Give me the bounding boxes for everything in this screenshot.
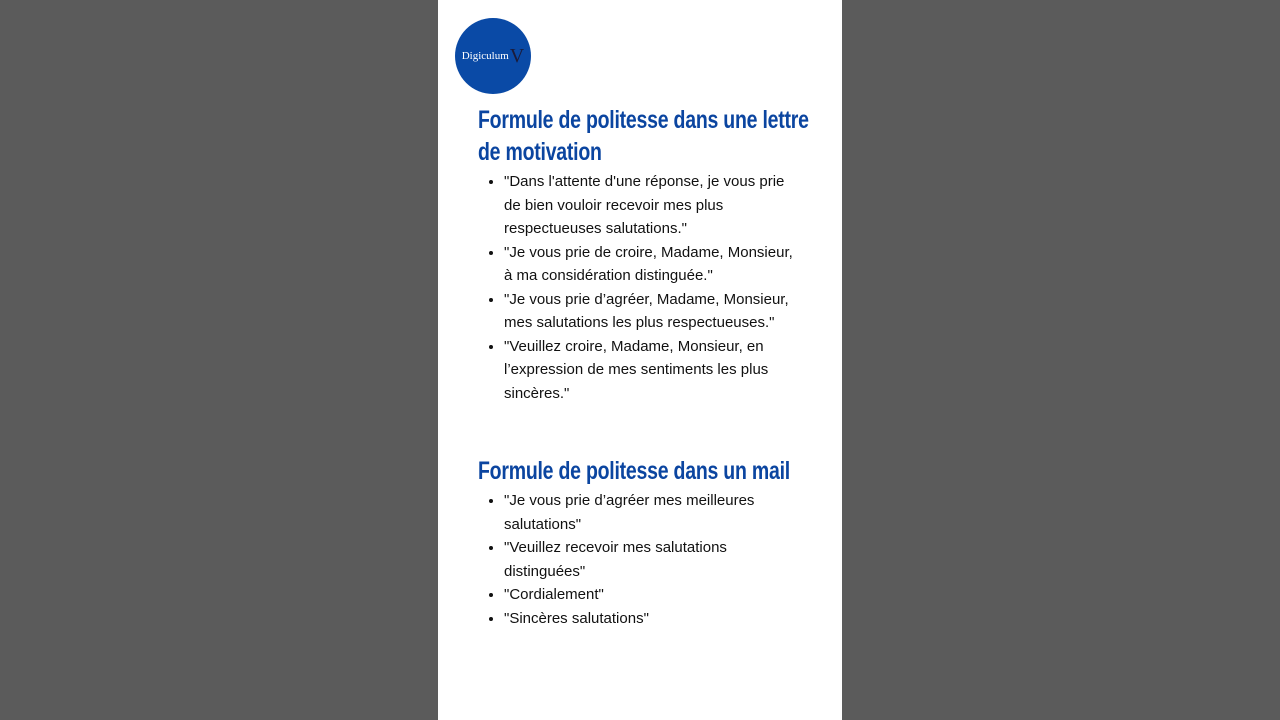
section-title-letter: Formule de politesse dans une lettre de motivation xyxy=(478,106,809,166)
digiculum-logo xyxy=(455,18,531,94)
list-item: • "Cordialement" xyxy=(504,583,804,607)
list-item: • "Dans l'attente d'une réponse, je vous prie de bien vouloir recevoir mes plus respectueuses salutations." xyxy=(504,170,804,241)
letter-formulas-list xyxy=(490,170,804,405)
logo-text: Digiculum xyxy=(461,50,509,62)
list-item: • "Je vous prie d’agréer, Madame, Monsieur, mes salutations les plus respectueuses." xyxy=(504,288,804,335)
logo-mark: V xyxy=(509,44,525,67)
short-video-frame xyxy=(438,0,842,720)
list-item: • "Veuillez recevoir mes salutations distinguées" xyxy=(504,536,804,583)
mail-formulas-list xyxy=(490,489,804,630)
list-item: • "Je vous prie d’agréer mes meilleures salutations" xyxy=(504,489,804,536)
list-item: • "Je vous prie de croire, Madame, Monsieur, à ma considération distinguée." xyxy=(504,241,804,288)
list-item: • "Sincères salutations" xyxy=(504,607,804,631)
list-item: • "Veuillez croire, Madame, Monsieur, en l’expression de mes sentiments les plus sincères." xyxy=(504,335,804,406)
section-title-mail: Formule de politesse dans un mail xyxy=(478,457,790,485)
